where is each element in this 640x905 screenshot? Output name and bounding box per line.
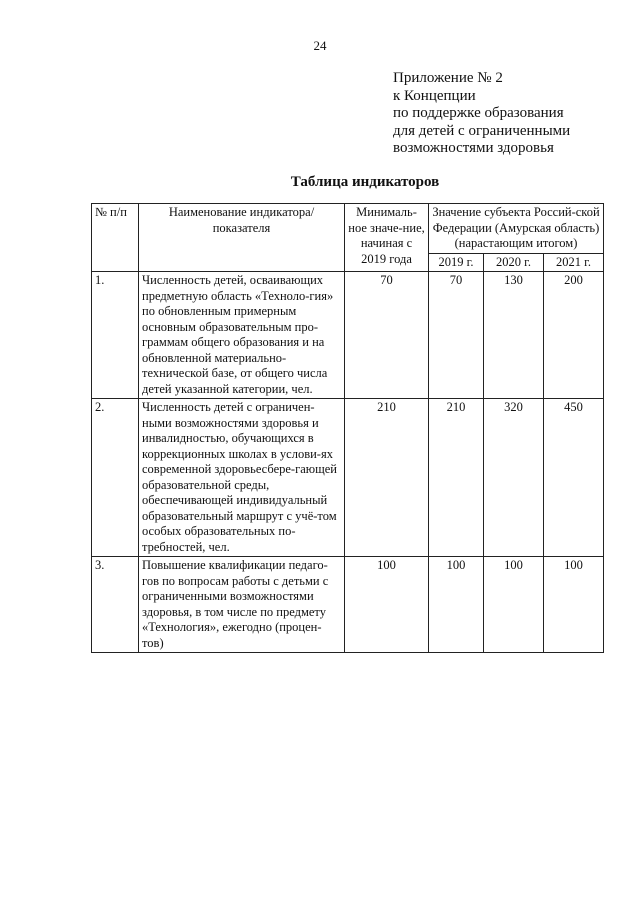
header-num: № п/п <box>92 204 139 272</box>
row-num: 3. <box>92 557 139 653</box>
row-2021: 200 <box>544 272 604 399</box>
header-year-2020: 2020 г. <box>484 253 544 272</box>
row-2021: 450 <box>544 399 604 557</box>
appendix-line: для детей с ограниченными <box>393 122 571 139</box>
appendix-note <box>393 70 633 158</box>
row-2021: 100 <box>544 557 604 653</box>
indicators-table <box>91 203 604 653</box>
header-min: Минималь-ное значе-ние, начиная с 2019 года <box>345 204 429 272</box>
row-min: 100 <box>345 557 429 653</box>
table-row <box>92 272 604 399</box>
row-num: 2. <box>92 399 139 557</box>
table-title: Таблица индикаторов <box>290 174 440 190</box>
row-2020: 320 <box>484 399 544 557</box>
appendix-line: возможностями здоровья <box>393 140 554 156</box>
row-num: 1. <box>92 272 139 399</box>
appendix-line: к Концепции <box>393 87 476 104</box>
appendix-line: Приложение № 2 <box>393 70 503 86</box>
appendix-line: по поддержке образования <box>393 105 564 121</box>
row-min: 210 <box>345 399 429 557</box>
table-header-row <box>92 204 604 254</box>
row-2019: 70 <box>429 272 484 399</box>
row-min: 70 <box>345 272 429 399</box>
header-year-2021: 2021 г. <box>544 253 604 272</box>
row-2019: 210 <box>429 399 484 557</box>
row-2019: 100 <box>429 557 484 653</box>
row-2020: 130 <box>484 272 544 399</box>
row-name: Повышение квалификации педаго-гов по вопросам работы с детьми с ограниченными возможностями здоровья, в том числе по предмету «Технология», ежегодно (процен-тов) <box>139 557 345 653</box>
row-name: Численность детей с ограничен-ными возможностями здоровья и инвалидностью, обучающихся в коррекционных школах в услови-ях современной здоровьесбере-гающей образовательной среды, обеспечивающей индивидуальный образовательный маршрут с учё-том особых образовательных по-требностей, чел. <box>139 399 345 557</box>
header-name: Наименование индикатора/показателя <box>139 204 345 272</box>
table-row <box>92 399 604 557</box>
page-number: 24 <box>313 38 327 53</box>
header-year-2019: 2019 г. <box>429 253 484 272</box>
row-name: Численность детей, осваивающих предметную область «Техноло-гия» по обновленным примерным основным образовательным про-граммам общего образования и на обновленной материально-технической базе, от общего числа детей указанной категории, чел. <box>139 272 345 399</box>
row-2020: 100 <box>484 557 544 653</box>
header-subject: Значение субъекта Россий-ской Федерации (Амурская область) (нарастающим итогом) <box>429 204 604 254</box>
table-row <box>92 557 604 653</box>
